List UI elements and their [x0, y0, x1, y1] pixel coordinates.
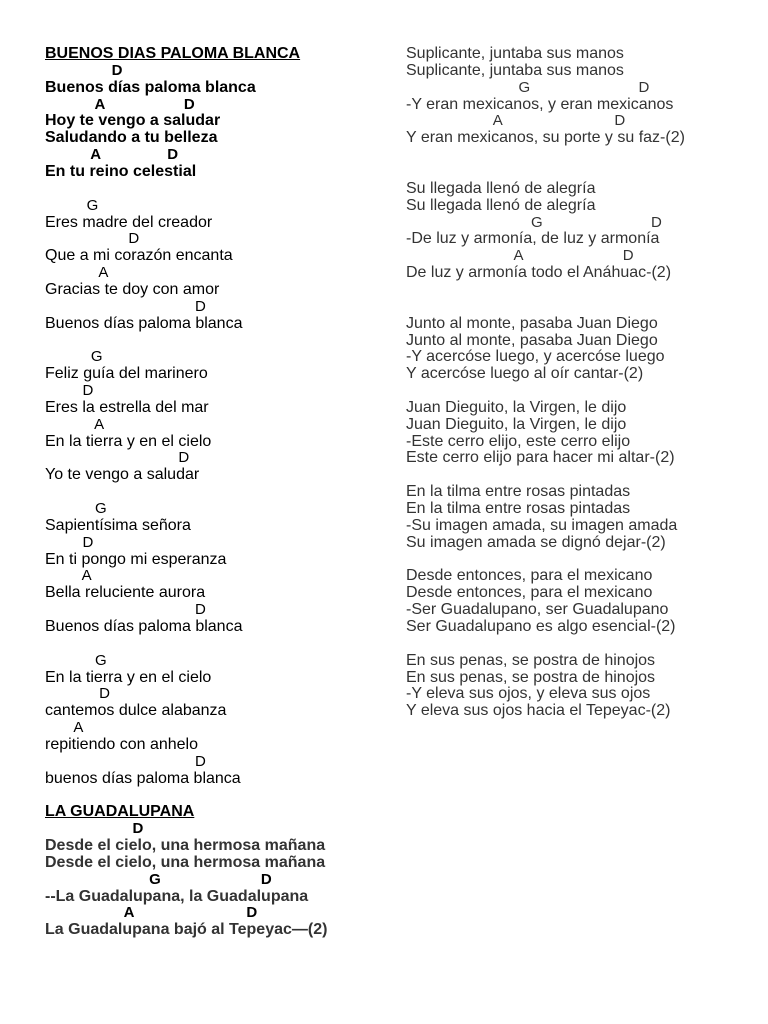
- lyric-line: En sus penas, se postra de hinojos: [406, 668, 656, 686]
- chord-line: D: [45, 61, 123, 79]
- chord-line: A D: [45, 904, 258, 922]
- chord-line: D: [45, 297, 206, 315]
- lyric-line: Su llegada llenó de alegría: [406, 179, 596, 197]
- lyric-line: Desde el cielo, una hermosa mañana: [45, 853, 326, 871]
- chord-line: G: [45, 348, 103, 366]
- lyric-line: Ser Guadalupano es algo esencial-(2): [406, 617, 676, 635]
- chord-line: A D: [406, 247, 634, 265]
- lyric-line: Gracias te doy con amor: [45, 280, 220, 298]
- lyric-line: Su llegada llenó de alegría: [406, 196, 596, 214]
- chord-line: D: [45, 533, 94, 551]
- lyric-line: Suplicante, juntaba sus manos: [406, 61, 624, 79]
- lyric-line: -Ser Guadalupano, ser Guadalupano: [406, 601, 669, 619]
- chord-line: A D: [45, 95, 195, 113]
- lyric-line: Buenos días paloma blanca: [45, 617, 243, 635]
- lyric-line: Sapientísima señora: [45, 516, 191, 534]
- lyric-line: Juan Dieguito, la Virgen, le dijo: [406, 398, 627, 416]
- lyric-line: Juan Dieguito, la Virgen, le dijo: [406, 415, 627, 433]
- chord-line: D: [45, 449, 190, 467]
- lyric-line: Eres la estrella del mar: [45, 398, 209, 416]
- lyric-line: Y eran mexicanos, su porte y su faz-(2): [406, 129, 685, 147]
- lyric-line: Desde entonces, para el mexicano: [406, 567, 653, 585]
- chord-line: D: [45, 820, 144, 838]
- lyric-line: Desde el cielo, una hermosa mañana: [45, 837, 326, 854]
- chord-line: A: [45, 264, 109, 282]
- chord-line: A D: [45, 146, 179, 164]
- lyric-line: Junto al monte, pasaba Juan Diego: [406, 314, 658, 332]
- lyric-line: La Guadalupana bajó al Tepeyac—(2): [45, 921, 328, 939]
- lyric-line: -De luz y armonía, de luz y armonía: [406, 230, 660, 248]
- lyric-line: Y eleva sus ojos hacia el Tepeyac-(2): [406, 702, 671, 720]
- lyric-line: Suplicante, juntaba sus manos: [406, 45, 624, 62]
- lyric-line: En la tierra y en el cielo: [45, 668, 212, 686]
- lyric-line: Bella reluciente aurora: [45, 584, 206, 602]
- chord-line: G D: [406, 78, 650, 96]
- lyric-line: Hoy te vengo a saludar: [45, 112, 221, 130]
- chord-line: G: [45, 196, 99, 214]
- chord-line: G D: [406, 213, 662, 231]
- lyric-line: Buenos días paloma blanca: [45, 78, 256, 96]
- song-title: BUENOS DIAS PALOMA BLANCA: [45, 45, 301, 62]
- lyric-line: En ti pongo mi esperanza: [45, 550, 227, 568]
- chord-line: A: [45, 567, 92, 585]
- lyric-line: Eres madre del creador: [45, 213, 213, 231]
- chord-line: D: [45, 601, 206, 619]
- lyric-line: Junto al monte, pasaba Juan Diego: [406, 331, 658, 349]
- lyric-line: -Su imagen amada, su imagen amada: [406, 516, 678, 534]
- lyric-line: En tu reino celestial: [45, 163, 197, 180]
- chord-line: D: [45, 752, 206, 770]
- lyric-line: Saludando a tu belleza: [45, 129, 218, 147]
- lyric-line: Buenos días paloma blanca: [45, 314, 243, 332]
- lyric-line: Este cerro elijo para hacer mi altar-(2): [406, 449, 675, 467]
- song-title: LA GUADALUPANA: [45, 803, 195, 821]
- lyric-line: Su imagen amada se dignó dejar-(2): [406, 533, 666, 551]
- lyric-line: buenos días paloma blanca: [45, 769, 241, 787]
- lyric-line: repitiendo con anhelo: [45, 735, 199, 753]
- lyric-line: Yo te vengo a saludar: [45, 466, 200, 484]
- lyric-line: cantemos dulce alabanza: [45, 702, 227, 720]
- lyric-line: En la tilma entre rosas pintadas: [406, 483, 631, 501]
- chord-line: G: [45, 651, 107, 669]
- chord-line: D: [45, 230, 140, 248]
- lyric-line: En la tilma entre rosas pintadas: [406, 500, 631, 517]
- lyric-line: -Y acercóse luego, y acercóse luego: [406, 348, 665, 366]
- lyric-line: En sus penas, se postra de hinojos: [406, 651, 656, 669]
- chord-line: A D: [406, 112, 626, 130]
- lyric-line: Desde entonces, para el mexicano: [406, 584, 653, 602]
- chord-line: G: [45, 500, 107, 517]
- lyric-line: -Y eran mexicanos, y eran mexicanos: [406, 95, 674, 113]
- chord-line: A: [45, 415, 105, 433]
- chord-line: G D: [45, 870, 272, 888]
- lyric-line: -Y eleva sus ojos, y eleva sus ojos: [406, 685, 651, 703]
- lyric-line: Feliz guía del marinero: [45, 365, 208, 383]
- lyric-line: -Este cerro elijo, este cerro elijo: [406, 432, 631, 450]
- chord-line: D: [45, 685, 111, 703]
- chord-line: D: [45, 382, 94, 399]
- lyric-line: En la tierra y en el cielo: [45, 432, 212, 450]
- lyric-line: De luz y armonía todo el Anáhuac-(2): [406, 264, 672, 282]
- lyric-line: Y acercóse luego al oír cantar-(2): [406, 365, 644, 383]
- lyric-line: Que a mi corazón encanta: [45, 247, 233, 265]
- lyric-line: --La Guadalupana, la Guadalupana: [45, 887, 309, 905]
- chord-line: A: [45, 719, 84, 736]
